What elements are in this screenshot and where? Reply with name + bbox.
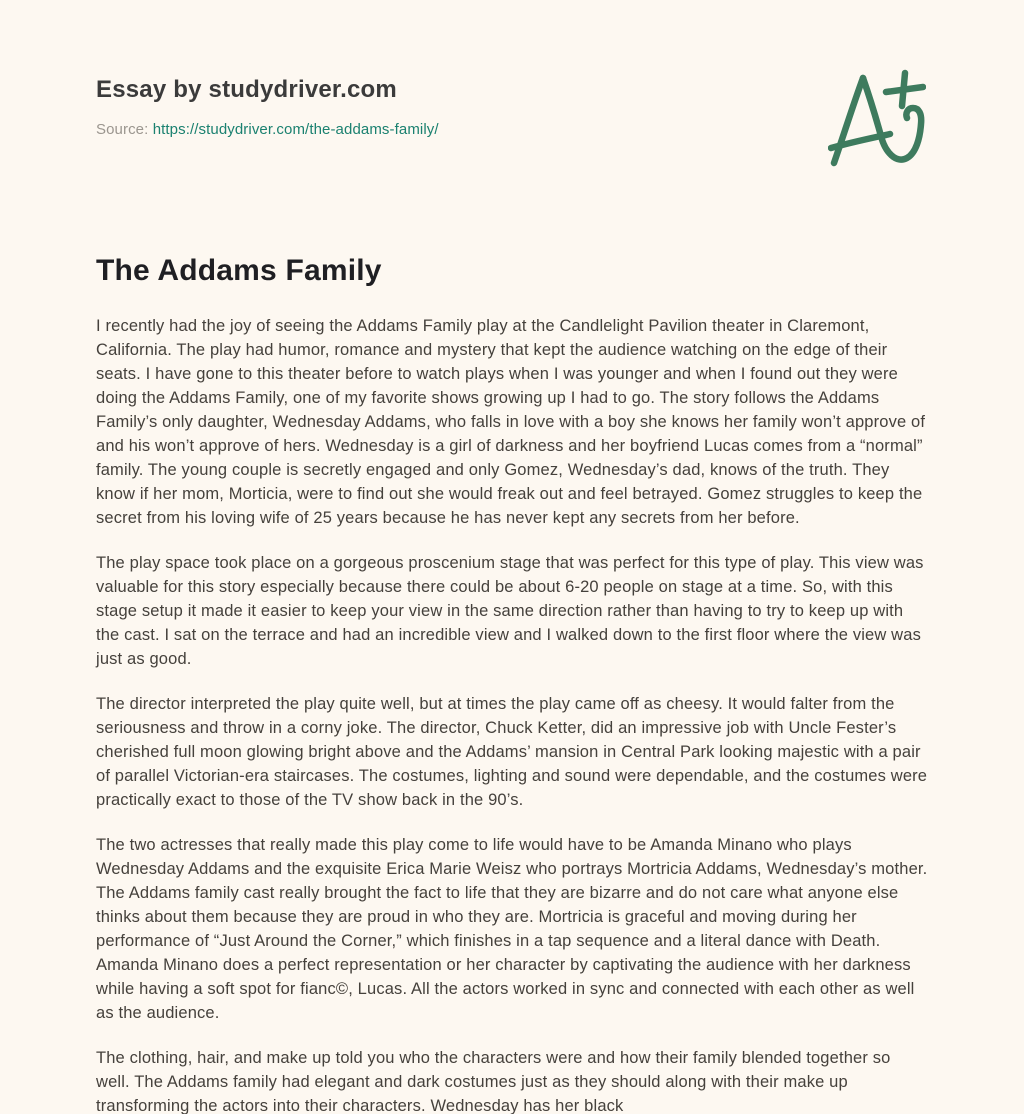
a-plus-logo-icon	[828, 66, 926, 168]
essay-paragraph-3: The director interpreted the play quite well, but at times the play came off as cheesy. It would falter from the seriousness and throw in a corny joke. The director, Chuck Ketter, did an impressive job with Uncle Fester’s cherished full moon glowing bright above and the Addams’ mansion in Central Park looking majestic with a pair of parallel Victorian-era staircases. The costumes, lighting and sound were dependable, and the costumes were practically exact to those of the TV show back in the 90’s.	[96, 695, 928, 809]
source-line	[96, 121, 928, 138]
essay-paragraph-2: The play space took place on a gorgeous proscenium stage that was perfect for this type of play. This view was valuable for this story especially because there could be about 6-20 people on stage at a time. So, with this stage setup it made it easier to keep your view in the same direction rather than having to try to keep up with the cast. I sat on the terrace and had an incredible view and I walked down to the first floor where the view was just as good.	[96, 554, 924, 668]
site-title: Essay by studydriver.com	[96, 76, 397, 103]
source-link[interactable]: https://studydriver.com/the-addams-family/	[152, 121, 439, 138]
document-header	[96, 0, 928, 138]
essay-title: The Addams Family	[96, 254, 382, 287]
essay-paragraph-4: The two actresses that really made this play come to life would have to be Amanda Minano who plays Wednesday Addams and the exquisite Erica Marie Weisz who portrays Mortricia Addams, Wednesday’s mother. The Addams family cast really brought the fact to life that they are bizarre and do not care what anyone else thinks about them because they are proud in who they are. Mortricia is graceful and moving during her performance of “Just Around the Corner,” which finishes in a tap sequence and a literal dance with Death. Amanda Minano does a perfect representation or her character by captivating the audience with her darkness while having a soft spot for fianc©, Lucas. All the actors worked in sync and connected with each other as well as the audience.	[96, 836, 928, 1022]
essay-body	[96, 314, 928, 1114]
source-label: Source:	[96, 121, 149, 138]
essay-paragraph-5: The clothing, hair, and make up told you who the characters were and how their family blended together so well. The Addams family had elegant and dark costumes just as they should along with their make up transforming the actors into their characters. Wednesday has her black	[96, 1049, 891, 1114]
essay-paragraph-1: I recently had the joy of seeing the Addams Family play at the Candlelight Pavilion theater in Claremont, California. The play had humor, romance and mystery that kept the audience watching on the edge of their seats. I have gone to this theater before to watch plays when I was younger and when I found out they were doing the Addams Family, one of my favorite shows growing up I had to go. The story follows the Addams Family’s only daughter, Wednesday Addams, who falls in love with a boy she knows her family won’t approve of and his won’t approve of hers. Wednesday is a girl of darkness and her boyfriend Lucas comes from a “normal” family. The young couple is secretly engaged and only Gomez, Wednesday’s dad, knows of the truth. They know if her mom, Morticia, were to find out she would freak out and feel betrayed. Gomez struggles to keep the secret from his loving wife of 25 years because he has never kept any secrets from her before.	[96, 317, 926, 527]
